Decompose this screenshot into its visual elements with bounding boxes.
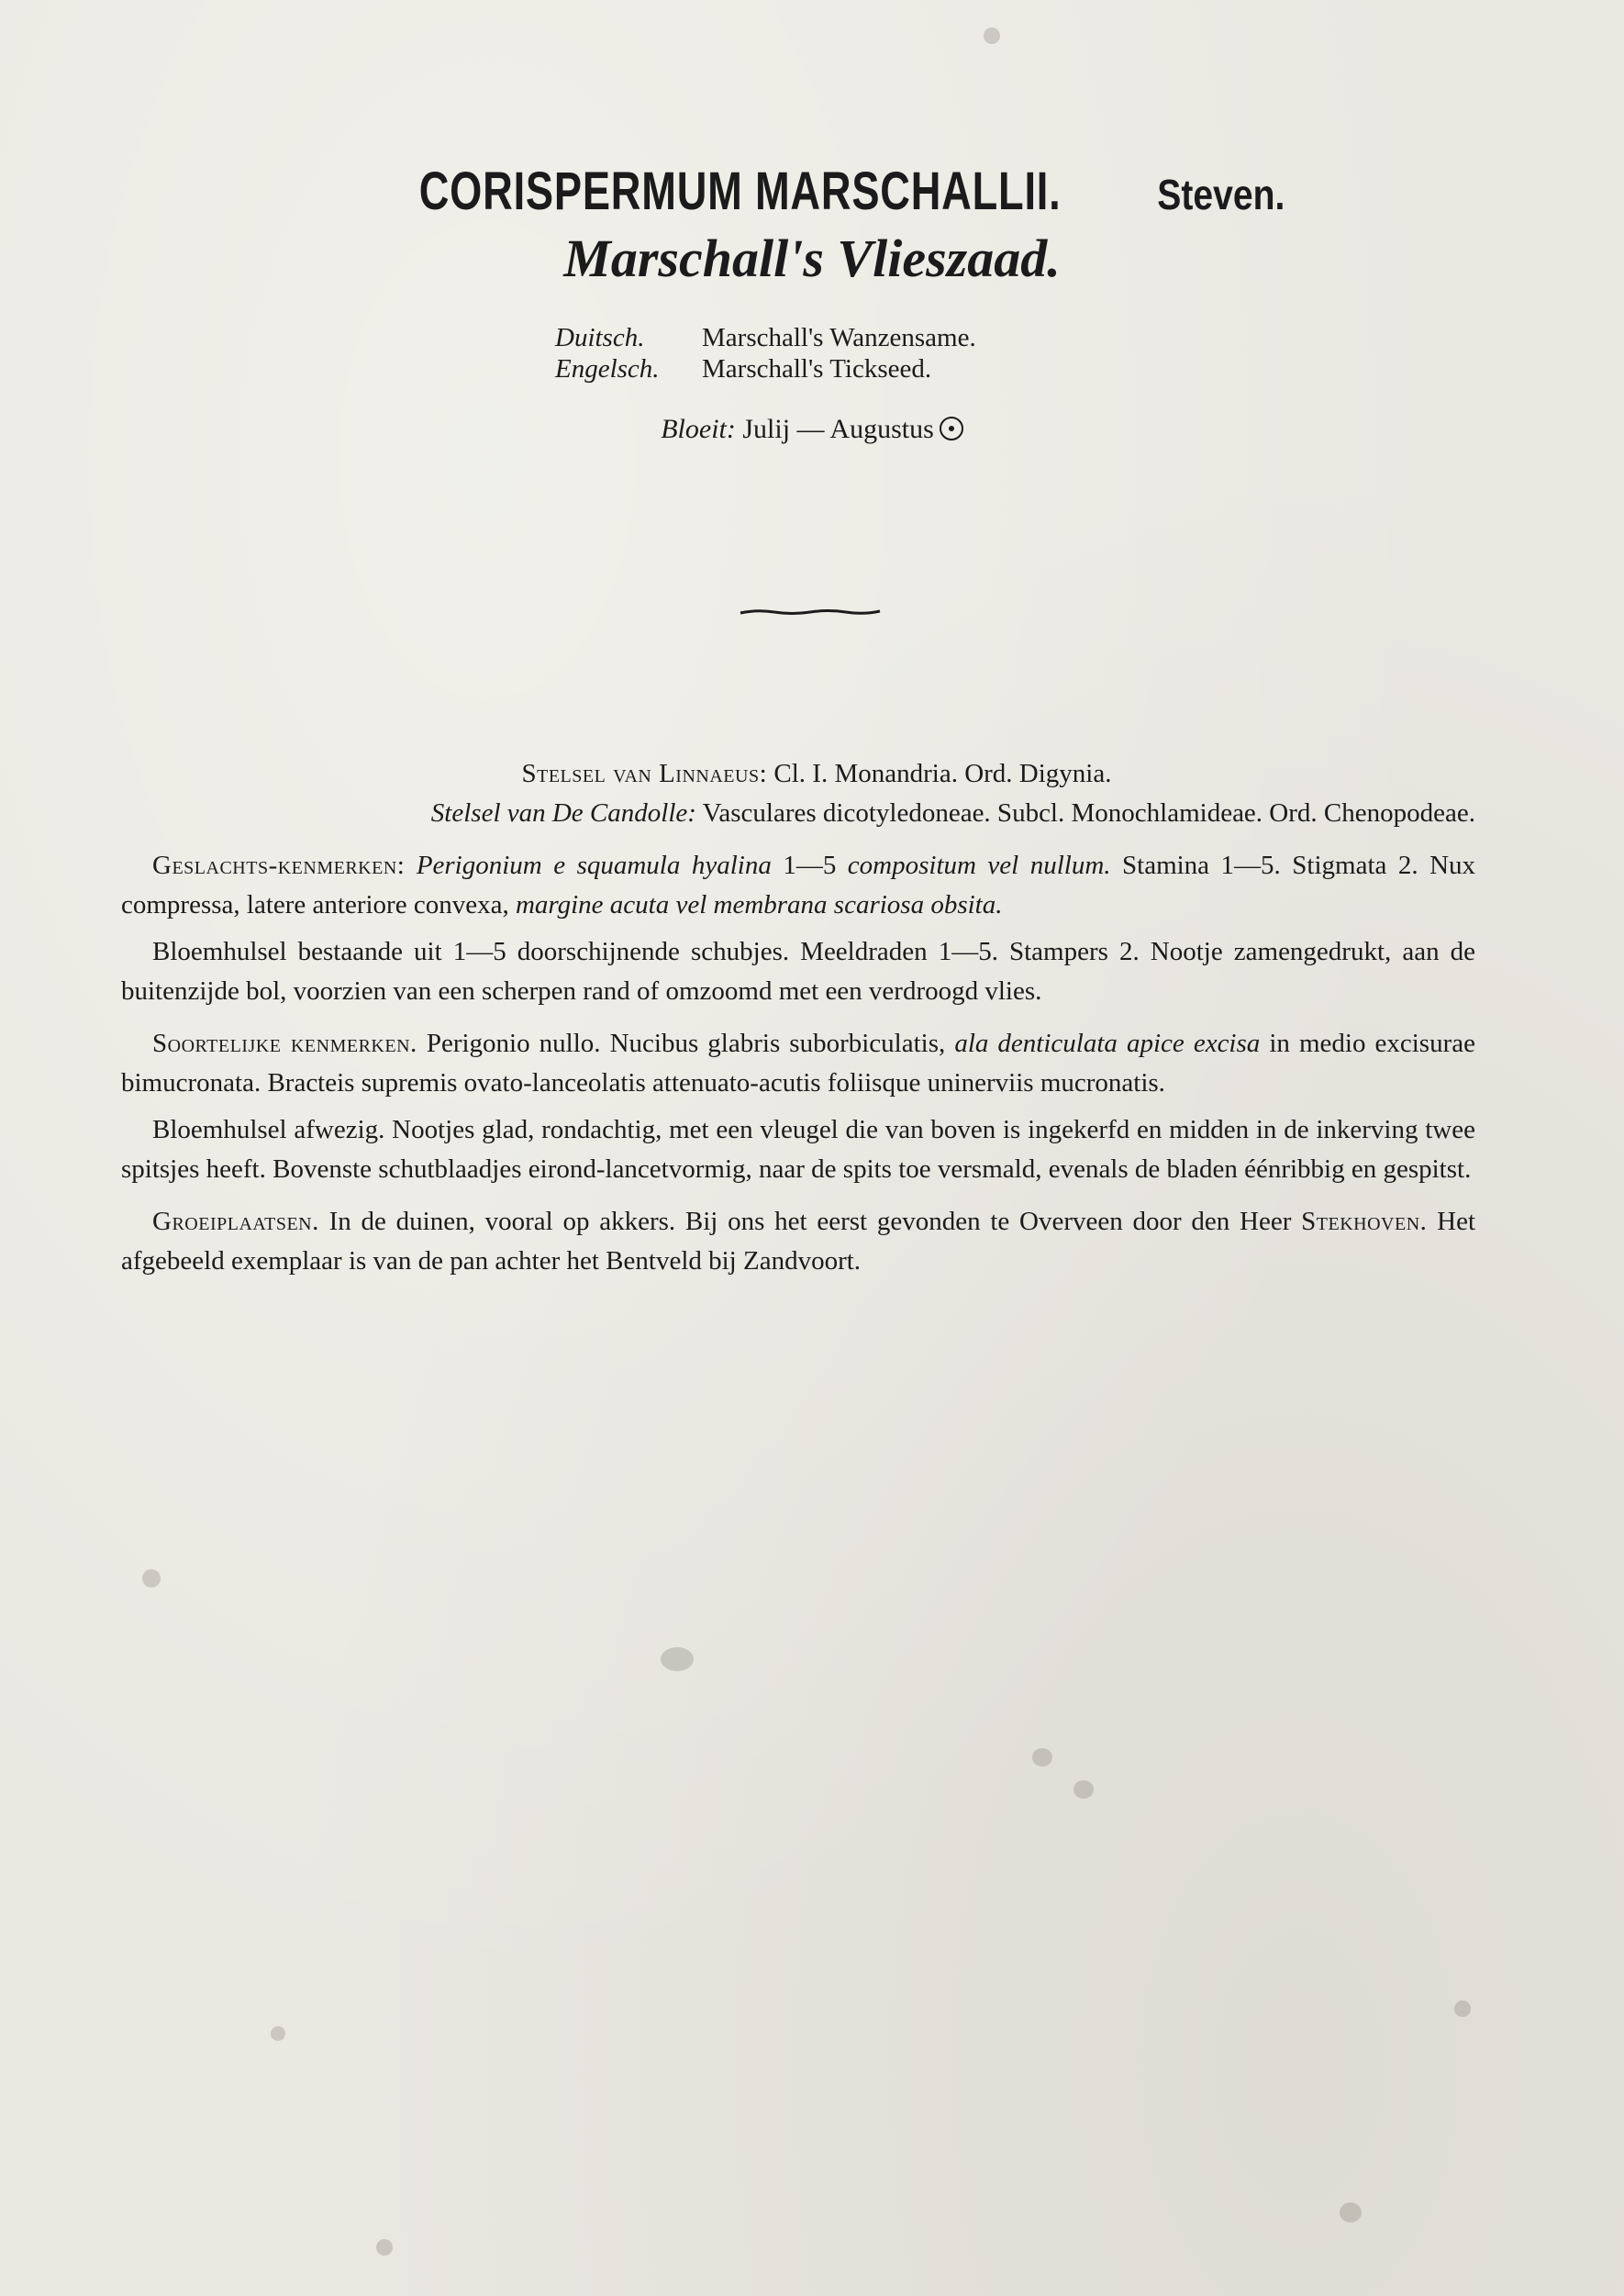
latin-italic: margine acuta vel membrana scariosa obsita. [515, 890, 1003, 920]
candolle-system [121, 794, 1475, 833]
paper-speck [1454, 2001, 1471, 2017]
latin-text: 1—5 [783, 851, 837, 880]
section-label: Geslachts-kenmerken: [152, 851, 406, 880]
paper-speck [142, 1569, 161, 1588]
species-characters-dutch: Bloemhulsel afwezig. Nootjes glad, rondachtig, met een vleugel die van boven is ingekerfd en midden in de inkerving twee spitsjes heeft. Bovenste schutblaadjes eirond-lancetvormig, naar de spits toe versmald, evenals de bladen éénribbig en gespitst. [121, 1115, 1475, 1184]
latin-italic: compositum vel nullum. [847, 851, 1111, 880]
paper-speck [984, 28, 1000, 44]
flowering-label: Bloeit: [661, 413, 736, 444]
lang-value: Marschall's Wanzensame. [702, 322, 976, 352]
linnaeus-label: Stelsel van Linnaeus: [521, 759, 768, 788]
lang-row-german [555, 322, 1069, 353]
paper-speck [376, 2239, 393, 2256]
paper-speck [1032, 1748, 1052, 1767]
vernacular-names [555, 322, 1069, 385]
annual-plant-icon [940, 417, 963, 440]
description [121, 754, 1475, 1281]
lang-value: Marschall's Tickseed. [702, 353, 932, 384]
lang-label: Engelsch. [555, 353, 660, 384]
section-label: Groeiplaatsen. [152, 1207, 319, 1236]
candolle-value: Vasculares dicotyledoneae. Subcl. Monochlamideae. Ord. Chenopodeae. [702, 798, 1475, 828]
habitat [121, 1202, 1475, 1281]
genus-characters-latin [121, 846, 1475, 925]
dutch-name: Marschall's Vlieszaad. [563, 228, 1061, 288]
flowering-period [0, 414, 1624, 445]
wavy-rule-icon [739, 606, 882, 619]
species-author: Steven. [1157, 171, 1285, 218]
latin-italic: Perigonium e squamula hyalina [416, 851, 772, 880]
species-characters-latin [121, 1024, 1475, 1103]
paper-speck [1073, 1780, 1094, 1799]
paper-speck [661, 1647, 694, 1671]
latin-text: in medio excisurae bimucronata. Bracteis supremis ovato-lanceolatis attenuato-acutis foliisque uninerviis mucronatis. [121, 1029, 1475, 1098]
title-line [0, 162, 1624, 221]
latin-italic: ala denticulata apice excisa [954, 1029, 1261, 1058]
paper-speck [271, 2026, 285, 2041]
linnaeus-system [121, 754, 1475, 794]
linnaeus-value: Cl. I. Monandria. Ord. Digynia. [773, 759, 1112, 788]
latin-text: Stamina 1—5. Stigmata 2. Nux compressa, latere anteriore convexa, [121, 851, 1476, 920]
section-label: Soortelijke kenmerken. [152, 1029, 417, 1058]
genus-characters-dutch: Bloemhulsel bestaande uit 1—5 doorschijnende schubjes. Meeldraden 1—5. Stampers 2. Nootje zamengedrukt, aan de buitenzijde bol, voorzien van een scherpen rand of omzoomd met een verdroogd vlies. [121, 937, 1475, 1006]
lang-row-english [555, 353, 1069, 385]
candolle-label: Stelsel van De Candolle: [430, 798, 696, 828]
paper-speck [1340, 2202, 1362, 2223]
header [0, 162, 1624, 445]
species-title: CORISPERMUM MARSCHALLII. [418, 162, 1062, 221]
habitat-text: Het afgebeeld exemplaar is van de pan achter het Bentveld bij Zandvoort. [121, 1207, 1476, 1276]
person-name: Stekhoven. [1301, 1207, 1428, 1236]
flowering-value: Julij — Augustus [742, 413, 934, 444]
lang-label: Duitsch. [555, 322, 645, 352]
habitat-text: In de duinen, vooral op akkers. Bij ons het eerst gevonden te Overveen door den Heer [328, 1207, 1292, 1236]
latin-text: Perigonio nullo. Nucibus glabris suborbiculatis, [426, 1029, 946, 1058]
